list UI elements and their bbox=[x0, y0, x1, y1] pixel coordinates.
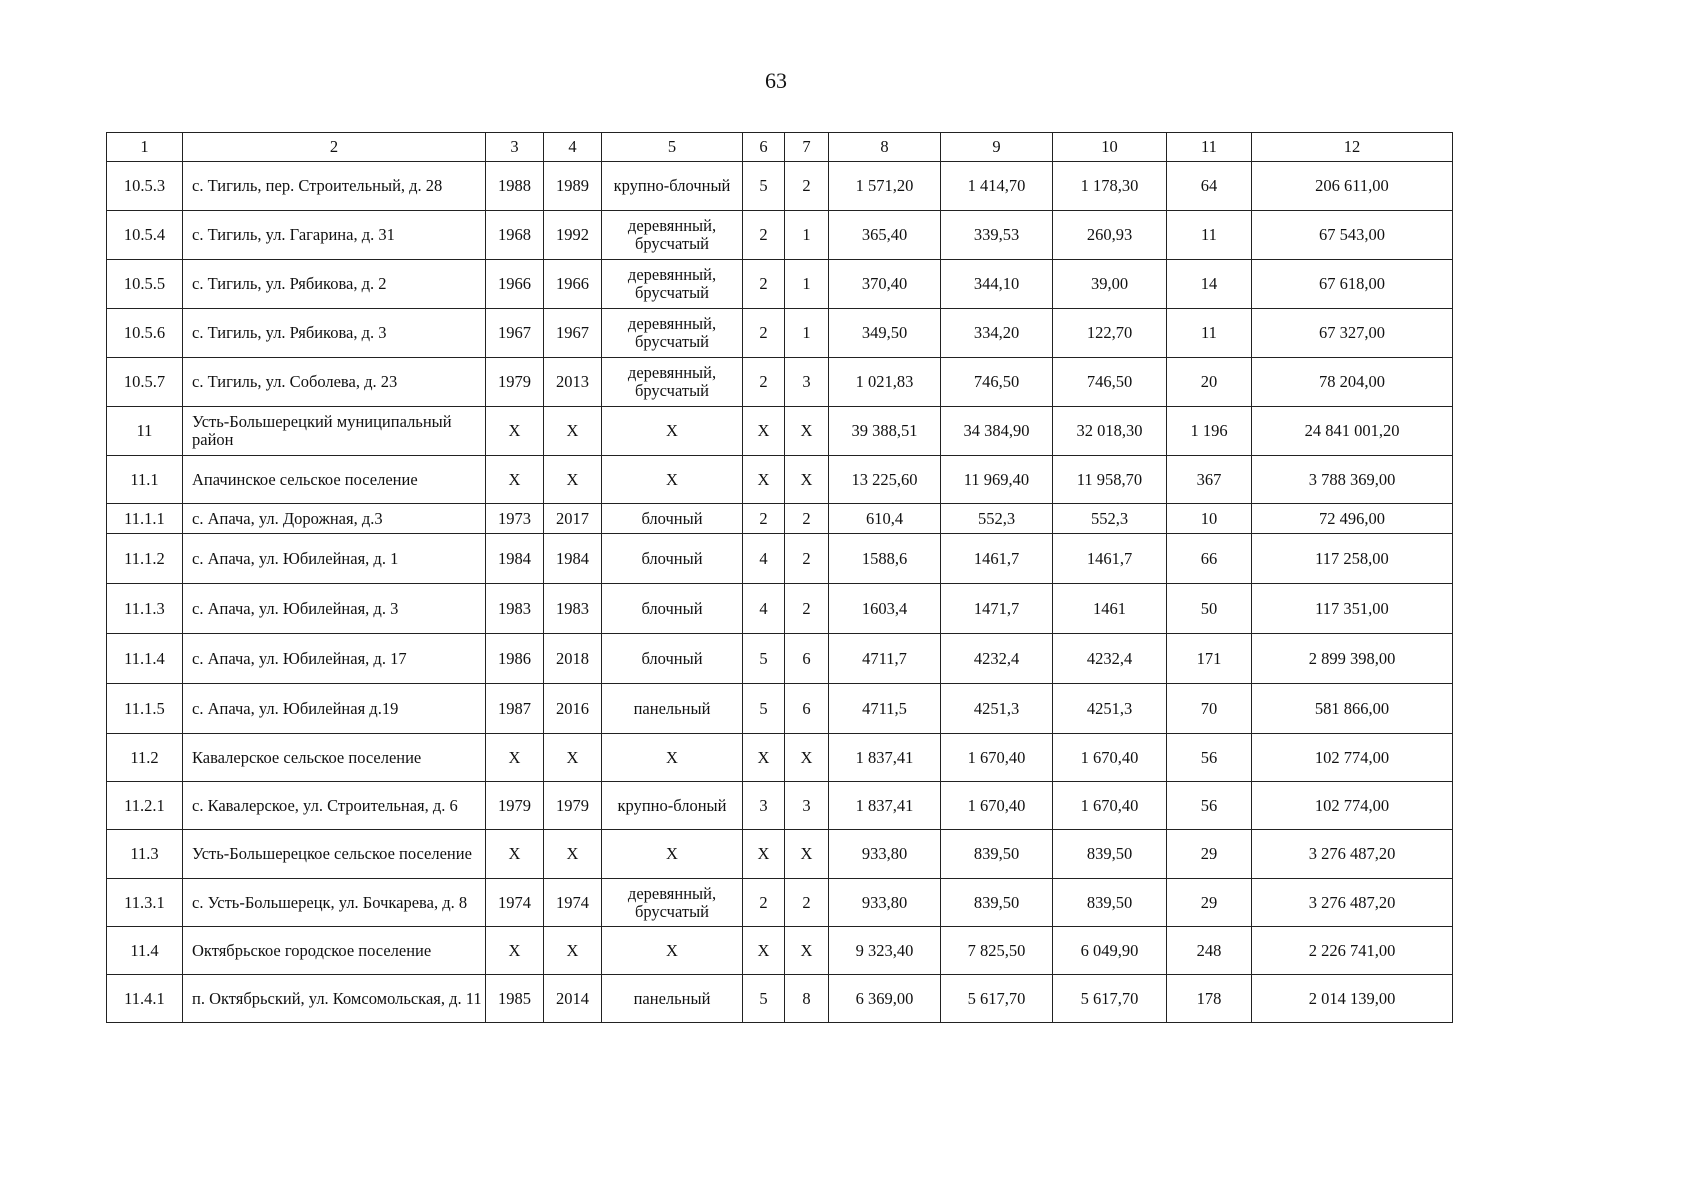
total-area-cell: 365,40 bbox=[829, 211, 941, 260]
column-header: 5 bbox=[602, 133, 743, 162]
object-address-cell: Апачинское сельское поселение bbox=[183, 456, 486, 504]
entrances-count-cell: 3 bbox=[785, 358, 829, 407]
entrances-count-cell: 2 bbox=[785, 162, 829, 211]
row-number-cell: 11 bbox=[107, 407, 183, 456]
living-area-cell: 1 670,40 bbox=[941, 782, 1053, 830]
floors-count-cell: 5 bbox=[743, 162, 785, 211]
residents-count-cell: 66 bbox=[1167, 534, 1252, 584]
entrances-count-cell: 1 bbox=[785, 211, 829, 260]
table-row bbox=[107, 927, 1453, 975]
floors-count-cell: 5 bbox=[743, 684, 785, 734]
entrances-count-cell: 1 bbox=[785, 260, 829, 309]
residents-count-cell: 56 bbox=[1167, 782, 1252, 830]
cost-value-cell: 102 774,00 bbox=[1252, 734, 1453, 782]
cost-value-cell: 67 618,00 bbox=[1252, 260, 1453, 309]
floors-count-cell: 5 bbox=[743, 634, 785, 684]
year-renovated-cell: 1974 bbox=[544, 879, 602, 927]
object-address-cell: с. Апача, ул. Юбилейная, д. 17 bbox=[183, 634, 486, 684]
wall-material-cell: блочный bbox=[602, 634, 743, 684]
cost-value-cell: 3 276 487,20 bbox=[1252, 879, 1453, 927]
living-area-cell: 4232,4 bbox=[941, 634, 1053, 684]
table-row bbox=[107, 879, 1453, 927]
cost-value-cell: 117 258,00 bbox=[1252, 534, 1453, 584]
entrances-count-cell: 3 bbox=[785, 782, 829, 830]
row-number-cell: 11.2 bbox=[107, 734, 183, 782]
wall-material-cell: крупно-блоный bbox=[602, 782, 743, 830]
year-built-cell: 1968 bbox=[486, 211, 544, 260]
living-area-cell: 1 414,70 bbox=[941, 162, 1053, 211]
floors-count-cell: 4 bbox=[743, 584, 785, 634]
object-address-cell: Кавалерское сельское поселение bbox=[183, 734, 486, 782]
total-area-cell: 4711,7 bbox=[829, 634, 941, 684]
residential-area-cell: 260,93 bbox=[1053, 211, 1167, 260]
row-number-cell: 10.5.7 bbox=[107, 358, 183, 407]
year-built-cell: 1983 bbox=[486, 584, 544, 634]
row-number-cell: 10.5.3 bbox=[107, 162, 183, 211]
table-row bbox=[107, 309, 1453, 358]
year-renovated-cell: 1966 bbox=[544, 260, 602, 309]
table-row bbox=[107, 734, 1453, 782]
total-area-cell: 9 323,40 bbox=[829, 927, 941, 975]
table-row bbox=[107, 162, 1453, 211]
total-area-cell: 13 225,60 bbox=[829, 456, 941, 504]
object-address-cell: Усть-Большерецкое сельское поселение bbox=[183, 830, 486, 879]
cost-value-cell: 117 351,00 bbox=[1252, 584, 1453, 634]
year-built-cell: 1979 bbox=[486, 358, 544, 407]
floors-count-cell: 2 bbox=[743, 504, 785, 534]
living-area-cell: 1471,7 bbox=[941, 584, 1053, 634]
table-row bbox=[107, 260, 1453, 309]
residents-count-cell: 50 bbox=[1167, 584, 1252, 634]
residential-area-cell: 746,50 bbox=[1053, 358, 1167, 407]
year-built-cell: Х bbox=[486, 927, 544, 975]
residential-area-cell: 6 049,90 bbox=[1053, 927, 1167, 975]
entrances-count-cell: 6 bbox=[785, 634, 829, 684]
total-area-cell: 1588,6 bbox=[829, 534, 941, 584]
year-renovated-cell: 1979 bbox=[544, 782, 602, 830]
row-number-cell: 10.5.4 bbox=[107, 211, 183, 260]
residential-area-cell: 122,70 bbox=[1053, 309, 1167, 358]
total-area-cell: 39 388,51 bbox=[829, 407, 941, 456]
floors-count-cell: 2 bbox=[743, 358, 785, 407]
row-number-cell: 11.2.1 bbox=[107, 782, 183, 830]
wall-material-cell: деревянный, брусчатый bbox=[602, 879, 743, 927]
residential-area-cell: 552,3 bbox=[1053, 504, 1167, 534]
column-number-row bbox=[107, 133, 1453, 162]
living-area-cell: 552,3 bbox=[941, 504, 1053, 534]
column-header: 11 bbox=[1167, 133, 1252, 162]
table-row bbox=[107, 504, 1453, 534]
residents-count-cell: 64 bbox=[1167, 162, 1252, 211]
housing-registry-table bbox=[106, 132, 1453, 1023]
table-row bbox=[107, 782, 1453, 830]
wall-material-cell: панельный bbox=[602, 684, 743, 734]
year-built-cell: 1979 bbox=[486, 782, 544, 830]
object-address-cell: с. Тигиль, ул. Гагарина, д. 31 bbox=[183, 211, 486, 260]
row-number-cell: 10.5.6 bbox=[107, 309, 183, 358]
wall-material-cell: Х bbox=[602, 734, 743, 782]
total-area-cell: 1 837,41 bbox=[829, 782, 941, 830]
row-number-cell: 11.1.1 bbox=[107, 504, 183, 534]
table-row bbox=[107, 358, 1453, 407]
wall-material-cell: панельный bbox=[602, 975, 743, 1023]
floors-count-cell: Х bbox=[743, 830, 785, 879]
residential-area-cell: 839,50 bbox=[1053, 879, 1167, 927]
table-body bbox=[107, 162, 1453, 1023]
floors-count-cell: 2 bbox=[743, 879, 785, 927]
object-address-cell: с. Апача, ул. Юбилейная д.19 bbox=[183, 684, 486, 734]
cost-value-cell: 24 841 001,20 bbox=[1252, 407, 1453, 456]
row-number-cell: 11.1.5 bbox=[107, 684, 183, 734]
year-renovated-cell: Х bbox=[544, 456, 602, 504]
cost-value-cell: 2 226 741,00 bbox=[1252, 927, 1453, 975]
year-built-cell: 1974 bbox=[486, 879, 544, 927]
residential-area-cell: 1 670,40 bbox=[1053, 734, 1167, 782]
cost-value-cell: 78 204,00 bbox=[1252, 358, 1453, 407]
wall-material-cell: Х bbox=[602, 830, 743, 879]
residential-area-cell: 39,00 bbox=[1053, 260, 1167, 309]
entrances-count-cell: Х bbox=[785, 734, 829, 782]
living-area-cell: 746,50 bbox=[941, 358, 1053, 407]
year-renovated-cell: 2017 bbox=[544, 504, 602, 534]
residents-count-cell: 171 bbox=[1167, 634, 1252, 684]
wall-material-cell: блочный bbox=[602, 504, 743, 534]
living-area-cell: 839,50 bbox=[941, 830, 1053, 879]
year-built-cell: 1973 bbox=[486, 504, 544, 534]
entrances-count-cell: 2 bbox=[785, 534, 829, 584]
residents-count-cell: 11 bbox=[1167, 309, 1252, 358]
entrances-count-cell: 2 bbox=[785, 584, 829, 634]
object-address-cell: Усть-Большерецкий муниципальный район bbox=[183, 407, 486, 456]
residential-area-cell: 11 958,70 bbox=[1053, 456, 1167, 504]
year-built-cell: 1988 bbox=[486, 162, 544, 211]
year-renovated-cell: 2018 bbox=[544, 634, 602, 684]
column-header: 10 bbox=[1053, 133, 1167, 162]
residents-count-cell: 11 bbox=[1167, 211, 1252, 260]
table-row bbox=[107, 684, 1453, 734]
entrances-count-cell: Х bbox=[785, 456, 829, 504]
total-area-cell: 1 571,20 bbox=[829, 162, 941, 211]
wall-material-cell: деревянный, брусчатый bbox=[602, 260, 743, 309]
cost-value-cell: 3 276 487,20 bbox=[1252, 830, 1453, 879]
row-number-cell: 11.1.4 bbox=[107, 634, 183, 684]
table-row bbox=[107, 456, 1453, 504]
floors-count-cell: 2 bbox=[743, 211, 785, 260]
object-address-cell: с. Тигиль, ул. Соболева, д. 23 bbox=[183, 358, 486, 407]
living-area-cell: 339,53 bbox=[941, 211, 1053, 260]
floors-count-cell: 2 bbox=[743, 260, 785, 309]
column-header: 9 bbox=[941, 133, 1053, 162]
total-area-cell: 1 837,41 bbox=[829, 734, 941, 782]
column-header: 7 bbox=[785, 133, 829, 162]
entrances-count-cell: 2 bbox=[785, 504, 829, 534]
object-address-cell: с. Апача, ул. Юбилейная, д. 3 bbox=[183, 584, 486, 634]
living-area-cell: 1461,7 bbox=[941, 534, 1053, 584]
cost-value-cell: 206 611,00 bbox=[1252, 162, 1453, 211]
residents-count-cell: 29 bbox=[1167, 830, 1252, 879]
living-area-cell: 11 969,40 bbox=[941, 456, 1053, 504]
floors-count-cell: 3 bbox=[743, 782, 785, 830]
row-number-cell: 11.1 bbox=[107, 456, 183, 504]
entrances-count-cell: 2 bbox=[785, 879, 829, 927]
wall-material-cell: Х bbox=[602, 927, 743, 975]
residents-count-cell: 14 bbox=[1167, 260, 1252, 309]
total-area-cell: 370,40 bbox=[829, 260, 941, 309]
residential-area-cell: 4251,3 bbox=[1053, 684, 1167, 734]
object-address-cell: с. Тигиль, ул. Рябикова, д. 2 bbox=[183, 260, 486, 309]
year-renovated-cell: 2014 bbox=[544, 975, 602, 1023]
total-area-cell: 1603,4 bbox=[829, 584, 941, 634]
year-renovated-cell: 1992 bbox=[544, 211, 602, 260]
year-built-cell: 1966 bbox=[486, 260, 544, 309]
wall-material-cell: деревянный, брусчатый bbox=[602, 309, 743, 358]
cost-value-cell: 67 327,00 bbox=[1252, 309, 1453, 358]
living-area-cell: 4251,3 bbox=[941, 684, 1053, 734]
row-number-cell: 11.4 bbox=[107, 927, 183, 975]
residential-area-cell: 1 178,30 bbox=[1053, 162, 1167, 211]
entrances-count-cell: 8 bbox=[785, 975, 829, 1023]
residential-area-cell: 1461 bbox=[1053, 584, 1167, 634]
wall-material-cell: блочный bbox=[602, 584, 743, 634]
residential-area-cell: 5 617,70 bbox=[1053, 975, 1167, 1023]
total-area-cell: 610,4 bbox=[829, 504, 941, 534]
residential-area-cell: 839,50 bbox=[1053, 830, 1167, 879]
year-built-cell: Х bbox=[486, 734, 544, 782]
residents-count-cell: 1 196 bbox=[1167, 407, 1252, 456]
column-header: 3 bbox=[486, 133, 544, 162]
row-number-cell: 11.3 bbox=[107, 830, 183, 879]
floors-count-cell: Х bbox=[743, 407, 785, 456]
column-header: 2 bbox=[183, 133, 486, 162]
residential-area-cell: 32 018,30 bbox=[1053, 407, 1167, 456]
object-address-cell: с. Апача, ул. Юбилейная, д. 1 bbox=[183, 534, 486, 584]
residential-area-cell: 1 670,40 bbox=[1053, 782, 1167, 830]
year-renovated-cell: 1983 bbox=[544, 584, 602, 634]
year-built-cell: Х bbox=[486, 456, 544, 504]
residential-area-cell: 1461,7 bbox=[1053, 534, 1167, 584]
object-address-cell: с. Апача, ул. Дорожная, д.3 bbox=[183, 504, 486, 534]
floors-count-cell: Х bbox=[743, 927, 785, 975]
year-renovated-cell: Х bbox=[544, 830, 602, 879]
wall-material-cell: крупно-блочный bbox=[602, 162, 743, 211]
year-built-cell: Х bbox=[486, 407, 544, 456]
living-area-cell: 839,50 bbox=[941, 879, 1053, 927]
object-address-cell: с. Тигиль, ул. Рябикова, д. 3 bbox=[183, 309, 486, 358]
table-row bbox=[107, 211, 1453, 260]
living-area-cell: 34 384,90 bbox=[941, 407, 1053, 456]
wall-material-cell: деревянный, брусчатый bbox=[602, 358, 743, 407]
year-renovated-cell: 1967 bbox=[544, 309, 602, 358]
year-renovated-cell: 2016 bbox=[544, 684, 602, 734]
page-number: 63 bbox=[765, 68, 787, 93]
total-area-cell: 933,80 bbox=[829, 830, 941, 879]
residents-count-cell: 29 bbox=[1167, 879, 1252, 927]
living-area-cell: 5 617,70 bbox=[941, 975, 1053, 1023]
cost-value-cell: 2 014 139,00 bbox=[1252, 975, 1453, 1023]
column-header: 8 bbox=[829, 133, 941, 162]
wall-material-cell: блочный bbox=[602, 534, 743, 584]
residential-area-cell: 4232,4 bbox=[1053, 634, 1167, 684]
floors-count-cell: 2 bbox=[743, 309, 785, 358]
residents-count-cell: 70 bbox=[1167, 684, 1252, 734]
row-number-cell: 10.5.5 bbox=[107, 260, 183, 309]
floors-count-cell: 5 bbox=[743, 975, 785, 1023]
column-header: 1 bbox=[107, 133, 183, 162]
column-header: 4 bbox=[544, 133, 602, 162]
residents-count-cell: 178 bbox=[1167, 975, 1252, 1023]
floors-count-cell: 4 bbox=[743, 534, 785, 584]
row-number-cell: 11.1.3 bbox=[107, 584, 183, 634]
living-area-cell: 344,10 bbox=[941, 260, 1053, 309]
floors-count-cell: Х bbox=[743, 456, 785, 504]
column-header: 12 bbox=[1252, 133, 1453, 162]
wall-material-cell: деревянный, брусчатый bbox=[602, 211, 743, 260]
object-address-cell: с. Тигиль, пер. Строительный, д. 28 bbox=[183, 162, 486, 211]
total-area-cell: 4711,5 bbox=[829, 684, 941, 734]
residents-count-cell: 10 bbox=[1167, 504, 1252, 534]
year-built-cell: Х bbox=[486, 830, 544, 879]
cost-value-cell: 67 543,00 bbox=[1252, 211, 1453, 260]
year-built-cell: 1984 bbox=[486, 534, 544, 584]
total-area-cell: 1 021,83 bbox=[829, 358, 941, 407]
total-area-cell: 6 369,00 bbox=[829, 975, 941, 1023]
entrances-count-cell: Х bbox=[785, 927, 829, 975]
object-address-cell: с. Усть-Большерецк, ул. Бочкарева, д. 8 bbox=[183, 879, 486, 927]
row-number-cell: 11.3.1 bbox=[107, 879, 183, 927]
entrances-count-cell: 1 bbox=[785, 309, 829, 358]
wall-material-cell: Х bbox=[602, 407, 743, 456]
row-number-cell: 11.4.1 bbox=[107, 975, 183, 1023]
residents-count-cell: 248 bbox=[1167, 927, 1252, 975]
cost-value-cell: 3 788 369,00 bbox=[1252, 456, 1453, 504]
row-number-cell: 11.1.2 bbox=[107, 534, 183, 584]
entrances-count-cell: Х bbox=[785, 830, 829, 879]
living-area-cell: 7 825,50 bbox=[941, 927, 1053, 975]
year-renovated-cell: 1989 bbox=[544, 162, 602, 211]
cost-value-cell: 102 774,00 bbox=[1252, 782, 1453, 830]
object-address-cell: п. Октябрьский, ул. Комсомольская, д. 11 bbox=[183, 975, 486, 1023]
living-area-cell: 1 670,40 bbox=[941, 734, 1053, 782]
object-address-cell: Октябрьское городское поселение bbox=[183, 927, 486, 975]
year-built-cell: 1985 bbox=[486, 975, 544, 1023]
cost-value-cell: 581 866,00 bbox=[1252, 684, 1453, 734]
table-row bbox=[107, 975, 1453, 1023]
table-row bbox=[107, 407, 1453, 456]
entrances-count-cell: 6 bbox=[785, 684, 829, 734]
wall-material-cell: Х bbox=[602, 456, 743, 504]
year-renovated-cell: Х bbox=[544, 927, 602, 975]
year-renovated-cell: Х bbox=[544, 407, 602, 456]
column-header: 6 bbox=[743, 133, 785, 162]
year-built-cell: 1967 bbox=[486, 309, 544, 358]
table-row bbox=[107, 584, 1453, 634]
entrances-count-cell: Х bbox=[785, 407, 829, 456]
object-address-cell: с. Кавалерское, ул. Строительная, д. 6 bbox=[183, 782, 486, 830]
residents-count-cell: 20 bbox=[1167, 358, 1252, 407]
table-row bbox=[107, 634, 1453, 684]
year-built-cell: 1986 bbox=[486, 634, 544, 684]
floors-count-cell: Х bbox=[743, 734, 785, 782]
total-area-cell: 933,80 bbox=[829, 879, 941, 927]
residents-count-cell: 56 bbox=[1167, 734, 1252, 782]
year-renovated-cell: 2013 bbox=[544, 358, 602, 407]
residents-count-cell: 367 bbox=[1167, 456, 1252, 504]
year-built-cell: 1987 bbox=[486, 684, 544, 734]
cost-value-cell: 2 899 398,00 bbox=[1252, 634, 1453, 684]
table-row bbox=[107, 534, 1453, 584]
total-area-cell: 349,50 bbox=[829, 309, 941, 358]
table-row bbox=[107, 830, 1453, 879]
cost-value-cell: 72 496,00 bbox=[1252, 504, 1453, 534]
living-area-cell: 334,20 bbox=[941, 309, 1053, 358]
year-renovated-cell: Х bbox=[544, 734, 602, 782]
year-renovated-cell: 1984 bbox=[544, 534, 602, 584]
